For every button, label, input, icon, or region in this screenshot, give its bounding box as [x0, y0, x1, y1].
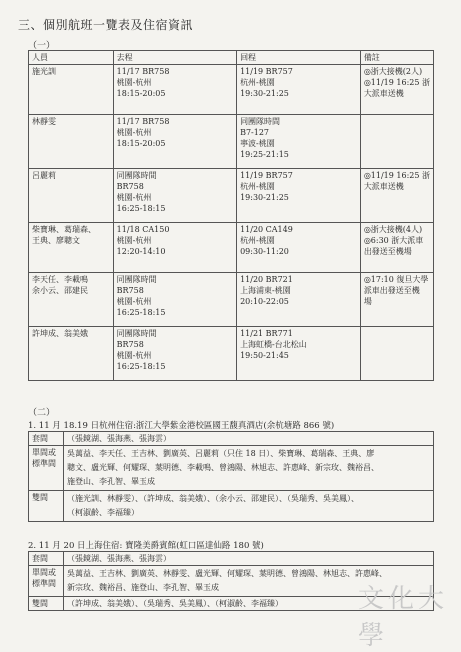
person-cell [29, 273, 114, 327]
note-cell [360, 65, 433, 115]
flight-table [28, 50, 434, 381]
room-type-cell: 單間或標準間 [29, 566, 64, 597]
guests-cell [64, 446, 434, 491]
room-type-cell: 雙間 [29, 491, 64, 522]
cell-line: B7-127 [240, 128, 270, 137]
cell-line: BR758 [116, 340, 144, 349]
header-cell: 去程 [113, 51, 236, 65]
return-cell [237, 223, 361, 273]
university-watermark: 文化大學 [358, 584, 449, 651]
part1-label: （一） [28, 41, 56, 51]
cell-line: 大派車送機 [363, 182, 404, 191]
cell-line: 李天任、李載鳴 [32, 275, 88, 284]
return-cell [237, 327, 361, 381]
table-row [29, 169, 434, 223]
person-cell [29, 65, 114, 115]
cell-line: 同團隊時間 [116, 329, 157, 338]
cell-line: 杭州-桃園 [240, 182, 275, 191]
cell-line: 桃園-杭州 [116, 193, 152, 202]
cell-line: （施光訓、林靜雯）、（許坤成、翁美娥）、（余小云、邵建民）、（吳瑞秀、吳美鳳）、 [67, 494, 359, 503]
cell-line: 王典、廖聰文 [32, 236, 80, 245]
cell-line: 11/21 BR771 [240, 329, 293, 338]
cell-line: 吳萬益、李天任、王吉林、劉廣英、呂麗莉（只住 18 日）、柴寶琳、葛瑞森、王典、廖 [67, 449, 375, 458]
cell-line: 16:25-18:15 [116, 204, 166, 213]
note-cell [360, 273, 433, 327]
table-row [29, 223, 434, 273]
outbound-cell [113, 327, 236, 381]
cell-line: 施登山、李孔智、畢玉成 [67, 477, 155, 486]
cell-line: 派車出發送至機 [363, 286, 420, 295]
cell-line: 同團隊時間 [116, 171, 157, 180]
cell-line: 出發送至機場 [363, 247, 412, 256]
table-row [29, 552, 434, 566]
cell-line: 桃園-杭州 [116, 351, 152, 360]
header-cell: 備註 [360, 51, 433, 65]
cell-line: 大派車送機 [363, 89, 404, 98]
cell-line: ◎11/19 16:25 浙 [363, 78, 430, 87]
header-cell: 回程 [237, 51, 361, 65]
outbound-cell [113, 169, 236, 223]
cell-line: ◎11/19 16:25 浙 [363, 171, 430, 180]
table-row [29, 273, 434, 327]
cell-line: 柴寶琳、葛瑞森、 [32, 225, 96, 234]
room-type-cell: 套間 [29, 432, 64, 446]
room-type-cell: 單間或標準間 [29, 446, 64, 491]
cell-line: 林靜雯 [32, 117, 56, 126]
note-cell [360, 115, 433, 169]
cell-line: 19:30-21:25 [240, 89, 289, 98]
return-cell [237, 65, 361, 115]
guests-cell [64, 552, 434, 566]
outbound-cell [113, 273, 236, 327]
cell-line: 11/17 BR758 [116, 117, 170, 126]
cell-line: 18:15-20:05 [116, 139, 166, 148]
cell-line: BR758 [116, 286, 144, 295]
note-cell [360, 327, 433, 381]
outbound-cell [113, 115, 236, 169]
section2-title: 2. 11 月 20 日上海住宿: 寶隆美爵賓館(虹口區達仙路 180 號) [28, 541, 264, 551]
cell-line: 19:25-21:15 [240, 150, 289, 159]
lodging-table-hangzhou [28, 431, 434, 522]
cell-line: ◎6:30 浙大派車 [363, 236, 424, 245]
cell-line: 新宗玫、魏裕昌、施登山、李孔智、畢玉成 [67, 583, 219, 592]
return-cell [237, 115, 361, 169]
return-cell [237, 273, 361, 327]
cell-line: 施光訓 [32, 67, 56, 76]
table-row [29, 491, 434, 522]
cell-line: 桃園-杭州 [116, 78, 152, 87]
cell-line: 場 [363, 297, 372, 306]
person-cell [29, 115, 114, 169]
cell-line: 16:25-18:15 [116, 362, 166, 371]
cell-line: 桃園-杭州 [116, 297, 152, 306]
room-type-cell: 套間 [29, 552, 64, 566]
cell-line: 同團隊時間 [116, 275, 157, 284]
guests-cell [64, 432, 434, 446]
cell-line: 余小云、邵建民 [32, 286, 88, 295]
cell-line: 16:25-18:15 [116, 308, 166, 317]
cell-line: 11/17 BR758 [116, 67, 170, 76]
cell-line: 11/20 BR721 [240, 275, 293, 284]
cell-line: 呂麗莉 [32, 171, 56, 180]
room-type-cell: 雙間 [29, 597, 64, 611]
cell-line: 聰文、盧光輝、何耀琛、葉明德、李載鳴、曾鴻陽、林旭志、許惠峰、新宗玫、魏裕昌、 [67, 463, 379, 472]
cell-line: 09:30-11:20 [240, 247, 289, 256]
cell-line: （張鏡湖、張海燕、張海雲） [67, 554, 171, 563]
person-cell [29, 169, 114, 223]
table-row [29, 65, 434, 115]
cell-line: 上海浦東-桃園 [240, 286, 291, 295]
cell-line: 杭州-桃園 [240, 78, 275, 87]
cell-line: 11/19 BR757 [240, 67, 293, 76]
cell-line: （許坤成、翁美娥）、（吳瑞秀、吳美鳳）、（柯淑齡、李福臻） [67, 599, 283, 608]
person-cell [29, 327, 114, 381]
note-cell [360, 223, 433, 273]
cell-line: 寧波-桃園 [240, 139, 275, 148]
header-cell: 人員 [29, 51, 114, 65]
part2-label: （二） [28, 408, 56, 418]
cell-line: 吳萬益、王吉林、劉廣英、林靜雯、盧光輝、何耀琛、葉明德、曾鴻陽、林旭志、許惠峰、 [67, 569, 387, 578]
cell-line: ◎浙大接機(2人) [363, 67, 423, 76]
cell-line: ◎浙大接機(4人) [363, 225, 423, 234]
table-row [29, 327, 434, 381]
cell-line: BR758 [116, 182, 144, 191]
person-cell [29, 223, 114, 273]
table-row [29, 432, 434, 446]
cell-line: 同團隊時間 [240, 117, 281, 126]
cell-line: 12:20-14:10 [116, 247, 166, 256]
table-row [29, 446, 434, 491]
cell-line: 11/18 CA150 [116, 225, 170, 234]
cell-line: 19:30-21:25 [240, 193, 289, 202]
cell-line: （柯淑齡、李福臻） [67, 508, 139, 517]
cell-line: 上海虹橋-台北松山 [240, 340, 307, 349]
section1-title: 1. 11 月 18.19 日杭州住宿:浙江大學紫金港校區國王馥真酒店(余杭塘路 866 號) [28, 421, 335, 431]
outbound-cell [113, 223, 236, 273]
return-cell [237, 169, 361, 223]
cell-line: 11/20 CA149 [240, 225, 293, 234]
cell-line: ◎17:10 復旦大學 [363, 275, 429, 284]
cell-line: 杭州-桃園 [240, 236, 275, 245]
cell-line: 19:50-21:45 [240, 351, 289, 360]
note-cell [360, 169, 433, 223]
flight-table-header [29, 51, 434, 65]
cell-line: 18:15-20:05 [116, 89, 166, 98]
cell-line: 許坤成、翁美娥 [32, 329, 88, 338]
page-title: 三、個別航班一覽表及住宿資訊 [18, 18, 194, 32]
cell-line: （張鏡湖、張海燕、張海雲） [67, 434, 171, 443]
cell-line: 桃園-杭州 [116, 128, 152, 137]
cell-line: 20:10-22:05 [240, 297, 289, 306]
cell-line: 11/19 BR757 [240, 171, 293, 180]
table-row [29, 115, 434, 169]
guests-cell [64, 491, 434, 522]
cell-line: 桃園-杭州 [116, 236, 152, 245]
outbound-cell [113, 65, 236, 115]
